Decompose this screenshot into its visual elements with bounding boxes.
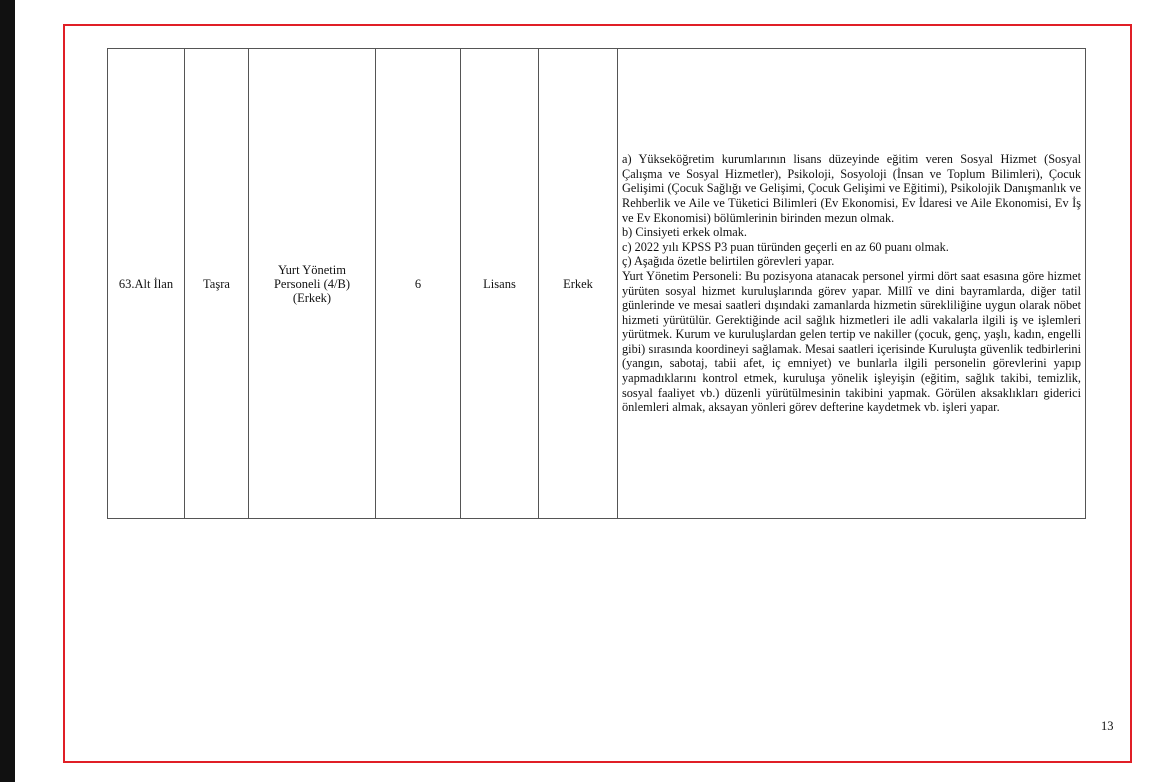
requirements-cell [618,49,1086,519]
position-title-text: Yurt Yönetim Personeli (4/B) (Erkek) [273,262,351,305]
duty-description: Yurt Yönetim Personeli: Bu pozisyona atanacak personel yirmi dört saat esasına göre hizmet yürüten sosyal hizmet kuruluşlarında görev yapar. Millî ve dini bayramlarda, diğer tatil günlerinde ve mesai saatleri dışındaki zamanlarda hizmetin sürekliliğine uygun olarak nöbet hizmeti yürütülür. Gerektiğinde acil sağlık hizmetleri ile adli vakalarla ilgili iş ve işlemleri yürütmek. Kurum ve kuruluşlardan gelen tertip ve nakiller (çocuk, genç, yaşlı, kadın, engelli gibi) sırasında koordineyi sağlamak. Mesai saatleri içerisinde Kuruluşta güvenlik tedbirlerini (yangın, sabotaj, tabii afet, iç emniyet) ve bunlarla ilgili personelin görevlerini yapıp yapmadıklarını kontrol etmek, kuruluşa yönelik işleyişin (eğitim, sağlık takibi, temizlik, sosyal faaliyet vb.) düzenli yürütülmesinin takibini yapmak. Görülen aksaklıkları giderici önlemleri almak, aksayan yönleri görev defterine kaydetmek vb. işleri yapar. [622,268,1081,415]
position-title-cell [249,49,376,519]
requirement-b: b) Cinsiyeti erkek olmak. [622,225,747,240]
education-cell: Lisans [461,49,539,519]
requirement-cc: ç) Aşağıda özetle belirtilen görevleri yapar. [622,254,835,269]
viewer-left-edge [0,0,15,782]
gender-cell: Erkek [539,49,618,519]
page-number: 13 [1101,719,1114,733]
ilan-no-cell: 63.Alt İlan [108,49,185,519]
requirement-c: c) 2022 yılı KPSS P3 puan türünden geçerli en az 60 puanı olmak. [622,239,949,254]
document-page [15,0,1152,782]
job-listing-table [107,48,1086,519]
requirement-a: a) Yükseköğretim kurumlarının lisans düzeyinde eğitim veren Sosyal Hizmet (Sosyal Çalışma ve Sosyal Hizmetler), Psikoloji, Sosyoloji (İnsan ve Toplum Bilimleri), Çocuk Gelişimi (Çocuk Sağlığı ve Gelişimi, Çocuk Gelişimi ve Eğitimi), Psikolojik Danışmanlık ve Rehberlik ve Aile ve Tüketici Bilimleri (Ev Ekonomisi, Ev İdaresi ve Aile Ekonomisi, Ev İş ve Ev Ekonomisi) bölümlerinin birinden mezun olmak. [622,152,1081,225]
location-cell: Taşra [185,49,249,519]
count-cell: 6 [376,49,461,519]
table-row [108,49,1086,519]
